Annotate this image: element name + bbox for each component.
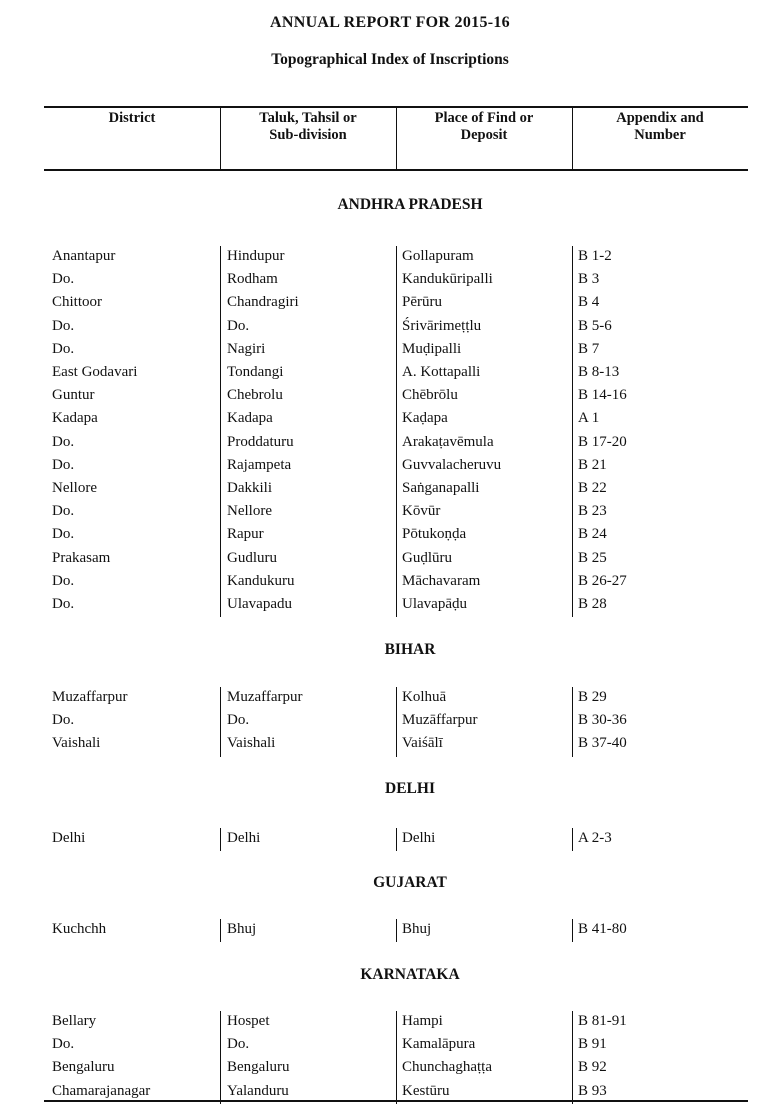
taluk-cell: Rapur [227,526,264,543]
appendix-cell: B 25 [578,549,607,566]
column-divider [396,919,397,942]
place-cell: Arakaṭavēmula [402,433,494,450]
section-title: BIHAR [384,641,436,658]
appendix-cell: B 41-80 [578,921,627,937]
taluk-cell: Do. [227,712,250,729]
district-cell: Do. [52,271,75,288]
taluk-cell: Hindupur [227,248,285,264]
place-cell: Muzāffarpur [402,712,478,729]
taluk-cell: Do. [227,1036,250,1053]
taluk-cell: Nellore [227,503,272,520]
appendix-cell: B 37-40 [578,735,627,752]
column-divider [220,919,221,942]
appendix-cell: B 24 [578,526,607,543]
place-cell: Vaiśālī [402,735,443,752]
place-cell: Chēbrōlu [402,387,458,404]
appendix-cell: B 5-6 [578,317,612,334]
place-cell: Muḍipalli [402,340,462,357]
appendix-cell: B 81-91 [578,1013,627,1029]
taluk-cell: Delhi [227,830,261,846]
appendix-cell: B 21 [578,456,607,473]
taluk-cell: Chandragiri [227,294,299,311]
appendix-cell: B 17-20 [578,433,627,450]
place-cell: Śrivārimeṭṭlu [402,317,482,334]
place-cell: Kaḍapa [402,410,448,427]
column-divider [396,828,397,851]
district-cell: Chittoor [52,294,103,311]
place-cell: Gollapuram [402,248,474,264]
appendix-cell: B 8-13 [578,364,620,380]
taluk-cell: Kandukuru [227,572,295,589]
district-cell: Bellary [52,1013,97,1029]
district-cell: Do. [52,596,75,612]
place-cell: Pōtukoṇḍa [402,526,467,543]
taluk-cell: Do. [227,317,250,334]
place-cell: Māchavaram [402,572,481,589]
appendix-cell: A 2-3 [578,830,612,846]
place-cell: Kestūru [402,1082,450,1099]
district-cell: East Godavari [52,364,138,380]
appendix-cell: B 23 [578,503,607,520]
column-divider [220,828,221,851]
district-cell: Do. [52,712,75,729]
column-header: Taluk, Tahsil or Sub-division [259,110,357,143]
column-divider [572,687,573,757]
appendix-cell: A 1 [578,410,600,427]
place-cell: Kōvūr [402,503,441,520]
column-divider [220,1011,221,1104]
place-cell: Guvvalacheruvu [402,456,502,473]
section-title: GUJARAT [373,874,447,891]
place-cell: Kolhuā [402,689,447,705]
place-cell: Delhi [402,830,436,846]
appendix-cell: B 91 [578,1036,607,1053]
district-cell: Do. [52,526,75,543]
place-cell: Guḍlūru [402,549,452,566]
section-title: ANDHRA PRADESH [337,196,483,213]
index-title: Topographical Index of Inscriptions [271,51,509,68]
column-header: Appendix and Number [616,110,704,143]
district-cell: Do. [52,1036,75,1053]
appendix-cell: B 1-2 [578,248,612,264]
district-cell: Do. [52,572,75,589]
place-cell: Hampi [402,1013,443,1029]
district-cell: Vaishali [52,735,101,752]
section-title: KARNATAKA [360,966,460,983]
column-divider [220,687,221,757]
section-title: DELHI [385,780,435,797]
appendix-cell: B 14-16 [578,387,627,404]
column-divider [396,687,397,757]
taluk-cell: Dakkili [227,480,272,496]
district-cell: Delhi [52,830,86,846]
place-cell: Saṅganapalli [402,480,480,496]
taluk-cell: Gudluru [227,549,277,566]
taluk-cell: Ulavapadu [227,596,292,612]
place-cell: Ulavapāḍu [402,596,467,612]
district-cell: Anantapur [52,248,116,264]
column-divider [572,1011,573,1104]
appendix-cell: B 30-36 [578,712,627,729]
column-header: Place of Find or Deposit [434,110,534,143]
district-cell: Prakasam [52,549,111,566]
taluk-cell: Proddaturu [227,433,294,450]
taluk-cell: Tondangi [227,364,284,380]
taluk-cell: Bhuj [227,921,257,937]
appendix-cell: B 93 [578,1082,607,1099]
taluk-cell: Bengaluru [227,1059,290,1076]
appendix-cell: B 28 [578,596,607,612]
appendix-cell: B 4 [578,294,600,311]
place-cell: Kamalāpura [402,1036,476,1053]
district-cell: Do. [52,456,75,473]
column-divider [572,919,573,942]
column-divider [396,1011,397,1104]
appendix-cell: B 92 [578,1059,607,1076]
district-cell: Kadapa [52,410,98,427]
district-cell: Bengaluru [52,1059,115,1076]
appendix-cell: B 7 [578,340,600,357]
taluk-cell: Yalanduru [227,1082,289,1099]
appendix-cell: B 29 [578,689,607,705]
district-cell: Do. [52,340,75,357]
taluk-cell: Rajampeta [227,456,292,473]
district-cell: Kuchchh [52,921,107,937]
district-cell: Nellore [52,480,97,496]
district-cell: Do. [52,503,75,520]
appendix-cell: B 22 [578,480,607,496]
district-cell: Guntur [52,387,95,404]
taluk-cell: Kadapa [227,410,273,427]
place-cell: Kandukūripalli [402,271,493,288]
column-divider [220,246,221,617]
taluk-cell: Nagiri [227,340,266,357]
taluk-cell: Muzaffarpur [227,689,303,705]
appendix-cell: B 3 [578,271,600,288]
place-cell: Bhuj [402,921,432,937]
district-cell: Do. [52,317,75,334]
column-header: District [108,110,156,126]
taluk-cell: Vaishali [227,735,276,752]
report-title: ANNUAL REPORT FOR 2015-16 [270,14,510,31]
district-cell: Do. [52,433,75,450]
column-divider [396,246,397,617]
column-divider [572,246,573,617]
taluk-cell: Rodham [227,271,278,288]
place-cell: A. Kottapalli [402,364,481,380]
place-cell: Chunchaghaṭṭa [402,1059,492,1076]
place-cell: Pērūru [402,294,442,311]
column-divider [572,828,573,851]
district-cell: Muzaffarpur [52,689,128,705]
appendix-cell: B 26-27 [578,572,627,589]
taluk-cell: Chebrolu [227,387,283,404]
district-cell: Chamarajanagar [52,1082,151,1099]
taluk-cell: Hospet [227,1013,270,1029]
